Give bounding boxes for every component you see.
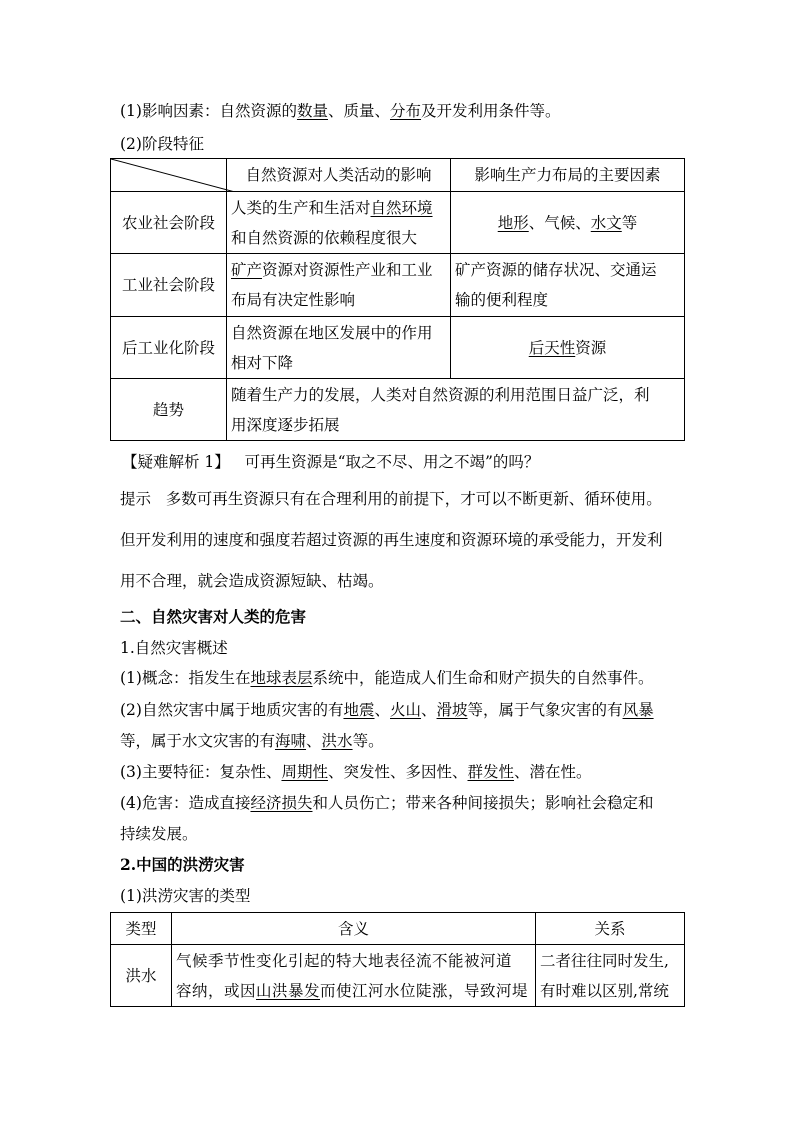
flood-table xyxy=(110,912,685,1007)
answer-underlined: 火山 xyxy=(390,701,422,719)
table-row xyxy=(111,317,685,379)
answer-underlined: 海啸 xyxy=(275,732,307,750)
trend-cell: 随着生产力的发展，人类对自然资源的利用范围日益广泛，利 用深度逐步拓展 xyxy=(227,379,685,441)
concept-line: (1)概念：指发生在地球表层系统中，能造成人们生命和财产损失的自然事件。 xyxy=(120,669,654,687)
impact-cell: 矿产资源对资源性产业和工业 布局有决定性影响 xyxy=(227,254,451,317)
impact-cell: 自然资源在地区发展中的作用 相对下降 xyxy=(227,317,451,379)
sub-heading: 1.自然灾害概述 xyxy=(120,639,228,657)
header-type: 类型 xyxy=(111,913,172,945)
harm-line-1: (4)危害：造成直接经济损失和人员伤亡；带来各种间接损失；影响社会稳定和 xyxy=(120,794,654,812)
answer-underlined: 山洪暴发 xyxy=(256,981,321,1000)
table-header-row xyxy=(111,913,685,945)
stage-cell: 后工业化阶段 xyxy=(111,317,227,379)
flood-types-title: (1)洪涝灾害的类型 xyxy=(120,887,251,905)
tip-label: 提示 xyxy=(120,490,152,508)
stage-cell: 工业社会阶段 xyxy=(111,254,227,317)
answer-underlined: 分布 xyxy=(390,102,422,120)
tip-line-3: 用不合理，就会造成资源短缺、枯竭。 xyxy=(120,572,384,590)
answer-underlined: 矿产 xyxy=(231,261,263,279)
sub-heading: 2.中国的洪涝灾害 xyxy=(120,855,245,874)
stage-cell: 趋势 xyxy=(111,379,227,441)
text: 及开发利用条件等。 xyxy=(421,102,561,120)
answer-underlined: 周期性 xyxy=(281,763,328,781)
tip-line-1: 提示 多数可再生资源只有在合理利用的前提下，才可以不断更新、循环使用。 xyxy=(120,490,662,508)
answer-underlined: 洪水 xyxy=(321,732,353,750)
question-text: 可再生资源是“取之不尽、用之不竭”的吗？ xyxy=(244,453,540,471)
answer-underlined: 风暴 xyxy=(622,701,654,719)
type-cell: 洪水 xyxy=(111,945,172,1007)
relation-cell: 二者往往同时发生, 有时难以区别,常统 xyxy=(536,945,685,1007)
factor-cell: 后天性资源 xyxy=(451,317,685,379)
tip-line-2: 但开发利用的速度和强度若超过资源的再生速度和资源环境的承受能力，开发利 xyxy=(120,531,663,549)
header-relation: 关系 xyxy=(536,913,685,945)
answer-underlined: 群发性 xyxy=(467,763,515,781)
answer-underlined: 后天性 xyxy=(528,338,576,357)
diagonal-header-cell xyxy=(111,159,227,192)
table-row xyxy=(111,254,685,317)
types-line-2: 等，属于水文灾害的有海啸、洪水等。 xyxy=(120,732,384,750)
answer-underlined: 水文 xyxy=(590,213,622,232)
answer-underlined: 数量 xyxy=(296,102,328,120)
text: (1)影响因素：自然资源的 xyxy=(120,102,297,120)
answer-underlined: 自然环境 xyxy=(370,198,433,217)
stage-title: (2)阶段特征 xyxy=(120,135,204,153)
text: 、质量、 xyxy=(327,102,390,120)
answer-underlined: 地震 xyxy=(343,701,375,719)
qa-tag: 【疑难解析 1】 xyxy=(122,453,230,471)
qa-question xyxy=(122,452,697,472)
header-factor: 影响生产力布局的主要因素 xyxy=(451,159,685,192)
factor-cell: 地形、气候、水文等 xyxy=(451,192,685,254)
answer-underlined: 经济损失 xyxy=(250,794,313,812)
table-row xyxy=(111,379,685,441)
answer-underlined: 地球表层 xyxy=(250,669,313,687)
table-header-row xyxy=(111,159,685,192)
types-line-1: (2)自然灾害中属于地质灾害的有地震、火山、滑坡等，属于气象灾害的有风暴 xyxy=(120,701,654,719)
factors-line xyxy=(120,101,695,121)
factor-cell: 矿产资源的储存状况、交通运 输的便利程度 xyxy=(451,254,685,317)
table-row xyxy=(111,945,685,1007)
impact-cell: 人类的生产和生活对自然环境 和自然资源的依赖程度很大 xyxy=(227,192,451,254)
diagonal-line xyxy=(111,159,235,192)
stage-cell: 农业社会阶段 xyxy=(111,192,227,254)
stage-table xyxy=(110,158,685,441)
header-meaning: 含义 xyxy=(172,913,536,945)
meaning-cell: 气候季节性变化引起的特大地表径流不能被河道 容纳，或因山洪暴发而使江河水位陡涨，导致河堤 xyxy=(172,945,536,1007)
header-impact: 自然资源对人类活动的影响 xyxy=(227,159,451,192)
section-heading: 二、自然灾害对人类的危害 xyxy=(120,607,307,626)
harm-line-2: 持续发展。 xyxy=(120,825,198,843)
answer-underlined: 滑坡 xyxy=(436,701,468,719)
features-line: (3)主要特征：复杂性、周期性、突发性、多因性、群发性、潜在性。 xyxy=(120,763,592,781)
table-row xyxy=(111,192,685,254)
answer-underlined: 地形 xyxy=(497,213,529,232)
